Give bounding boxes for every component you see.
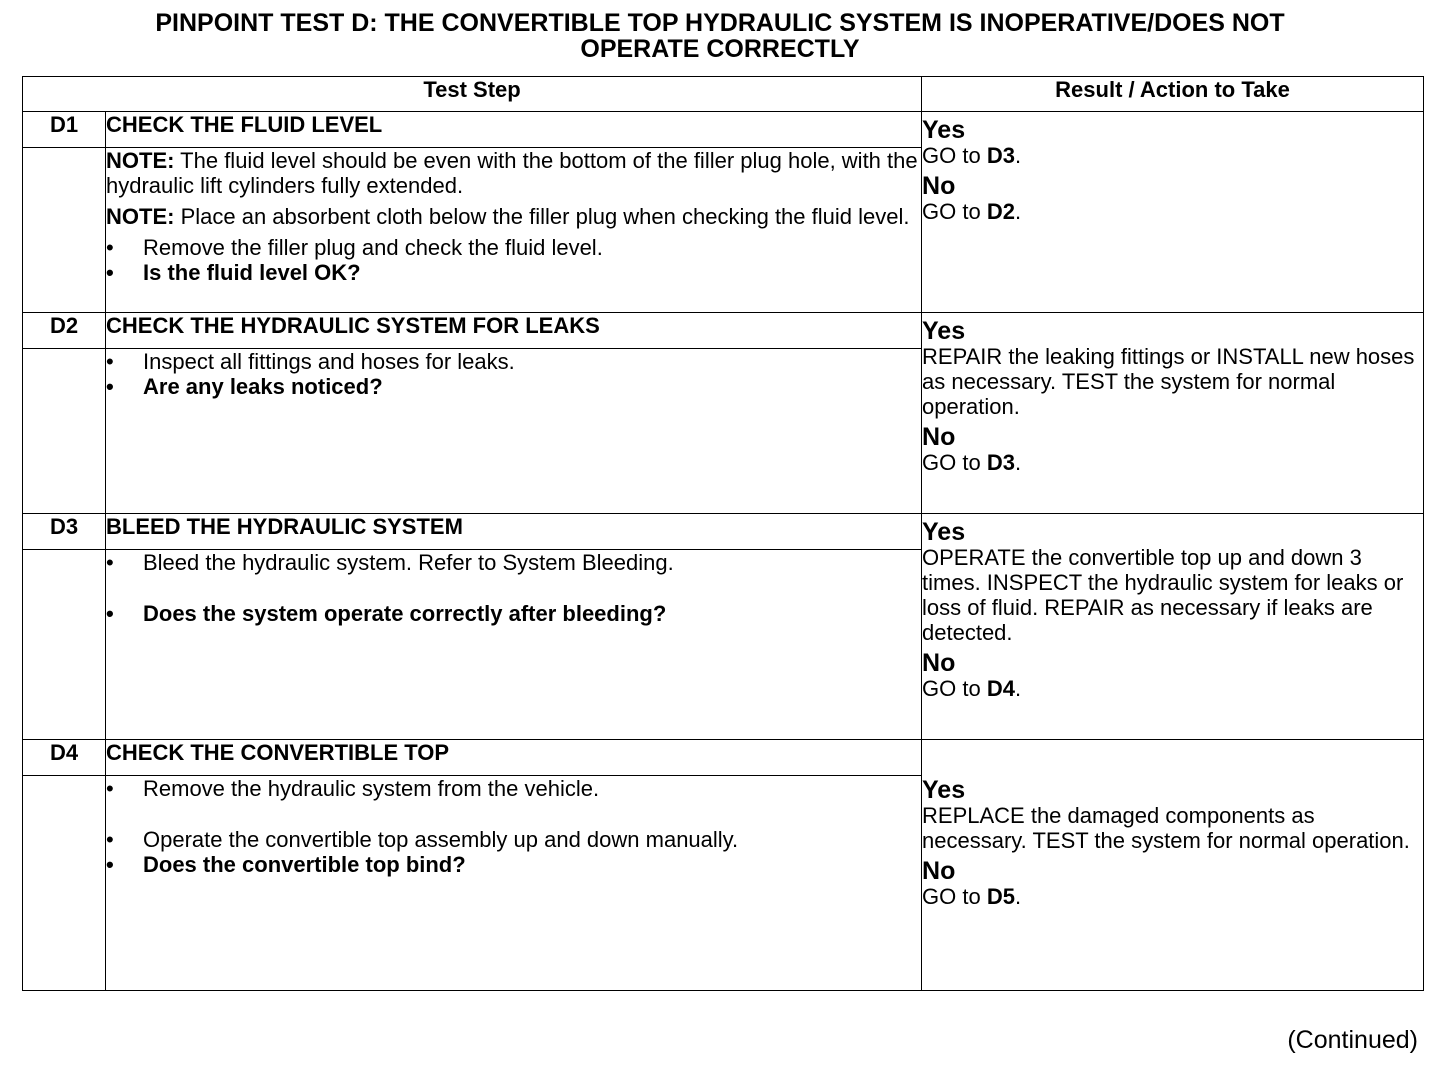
question-item: • Are any leaks noticed? [106, 373, 383, 399]
step-heading-d3: BLEED THE HYDRAULIC SYSTEM [106, 514, 922, 550]
yes-action-d1: GO to D3. [922, 143, 1022, 168]
step-result-d1 [922, 112, 1424, 313]
question-item: • Does the convertible top bind? [106, 851, 466, 877]
continued-label: (Continued) [1287, 1026, 1418, 1054]
pinpoint-test-table [22, 76, 1424, 991]
step-body-d2 [106, 348, 922, 513]
title-line-2: OPERATE CORRECTLY [580, 35, 860, 63]
bullet-item: • Inspect all fittings and hoses for leaks. [106, 348, 515, 374]
no-label: No [922, 856, 956, 885]
step-heading-d4: CHECK THE CONVERTIBLE TOP [106, 740, 922, 776]
step-body-d1 [106, 147, 922, 312]
note-1: NOTE: The fluid level should be even with the bottom of the filler plug hole, with the hydraulic lift cylinders fully extended. [106, 147, 918, 198]
no-action-d3: GO to D4. [922, 676, 1022, 701]
step-result-d4 [922, 740, 1424, 991]
step-body-d3 [106, 549, 922, 739]
bullet-item: • Remove the hydraulic system from the vehicle. [106, 775, 600, 801]
table-header-row [23, 77, 1424, 112]
header-result: Result / Action to Take [922, 77, 1424, 112]
yes-label: Yes [922, 518, 966, 546]
question-item: • Is the fluid level OK? [106, 259, 361, 285]
step-id-d3: D3 [23, 514, 106, 550]
step-result-d2 [922, 313, 1424, 514]
bullet-item: • Remove the filler plug and check the fluid level. [106, 234, 603, 260]
step-d2-heading-row [23, 313, 1424, 349]
title-line-1: PINPOINT TEST D: THE CONVERTIBLE TOP HYDRAULIC SYSTEM IS INOPERATIVE/DOES NOT [155, 9, 1285, 37]
yes-label: Yes [922, 116, 966, 144]
no-action-d1: GO to D2. [922, 199, 1022, 224]
question-item: • Does the system operate correctly after bleeding? [106, 600, 667, 626]
note-2: NOTE: Place an absorbent cloth below the filler plug when checking the fluid level. [106, 203, 910, 229]
page-title [0, 10, 1440, 62]
yes-label: Yes [922, 775, 966, 804]
step-id-d4: D4 [23, 740, 106, 776]
no-label: No [922, 172, 956, 200]
bullet-item: • Operate the convertible top assembly up and down manually. [106, 826, 739, 852]
step-d1-heading-row [23, 112, 1424, 148]
no-action-d4: GO to D5. [922, 883, 1022, 909]
step-result-d3 [922, 514, 1424, 740]
no-label: No [922, 423, 956, 451]
yes-action-d3: OPERATE the convertible top up and down 3 times. INSPECT the hydraulic system for leaks or loss of fluid. REPAIR as necessary if leaks are detected. [922, 545, 1404, 645]
step-heading-d2: CHECK THE HYDRAULIC SYSTEM FOR LEAKS [106, 313, 922, 349]
step-id-d1: D1 [23, 112, 106, 148]
step-d4-heading-row [23, 740, 1424, 776]
yes-action-d2: REPAIR the leaking fittings or INSTALL new hoses as necessary. TEST the system for normal operation. [922, 344, 1415, 419]
step-heading-d1: CHECK THE FLUID LEVEL [106, 112, 922, 148]
step-body-d4 [106, 775, 922, 990]
yes-action-d4: REPLACE the damaged components as necessary. TEST the system for normal operation. [922, 802, 1410, 853]
yes-label: Yes [922, 317, 966, 345]
step-id-d2: D2 [23, 313, 106, 349]
step-d3-heading-row [23, 514, 1424, 550]
no-action-d2: GO to D3. [922, 450, 1022, 475]
bullet-item: • Bleed the hydraulic system. Refer to System Bleeding. [106, 549, 674, 575]
header-test-step: Test Step [23, 77, 922, 112]
no-label: No [922, 649, 956, 677]
